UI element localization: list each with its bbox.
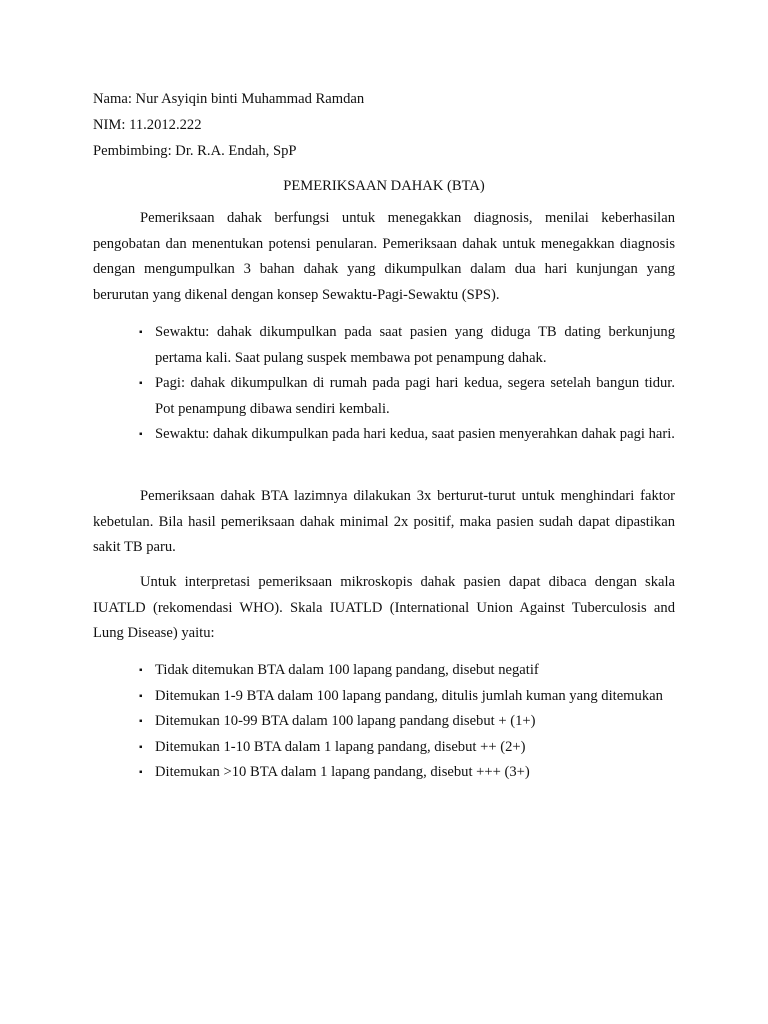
bullet-icon: ▪ (139, 767, 143, 779)
paragraph-bta: Pemeriksaan dahak BTA lazimnya dilakukan 3x berturut-turut untuk menghindari faktor kebetulan. Bila hasil pemeriksaan dahak minimal 2x positif, maka pasien sudah dapat dipastikan sakit TB paru. (93, 488, 675, 556)
list-item (93, 320, 675, 371)
bullet-icon: ▪ (139, 716, 143, 728)
list-item-text: Pagi: dahak dikumpulkan di rumah pada pagi hari kedua, segera setelah bangun tidur. Pot penampung dibawa sendiri kembali. (155, 375, 675, 417)
list-item-text: Ditemukan >10 BTA dalam 1 lapang pandang, disebut +++ (3+) (155, 764, 530, 781)
list-item-text: Ditemukan 1-9 BTA dalam 100 lapang pandang, ditulis jumlah kuman yang ditemukan (155, 687, 663, 704)
paragraph-intro: Pemeriksaan dahak berfungsi untuk menegakkan diagnosis, menilai keberhasilan pengobatan dan menentukan potensi penularan. Pemeriksaan dahak untuk menegakkan diagnosis dengan mengumpulkan 3 bahan dahak yang dikumpulkan dalam dua hari kunjungan yang berurutan yang dikenal dengan konsep Sewaktu-Pagi-Sewaktu (SPS). (93, 210, 675, 303)
paragraph-iuatld: Untuk interpretasi pemeriksaan mikroskopis dahak pasien dapat dibaca dengan skala IUATLD (rekomendasi WHO). Skala IUATLD (International Union Against Tuberculosis and Lung Disease) yaitu: (93, 574, 675, 642)
list-item-text: Sewaktu: dahak dikumpulkan pada hari kedua, saat pasien menyerahkan dahak pagi hari. (155, 426, 675, 443)
list-item (93, 371, 675, 422)
list-item (93, 684, 675, 710)
list-item-text: Tidak ditemukan BTA dalam 100 lapang pandang, disebut negatif (155, 662, 539, 678)
iuatld-scale-list (93, 658, 675, 786)
supervisor-name: Pembimbing: Dr. R.A. Endah, SpP (93, 143, 297, 159)
list-item (93, 735, 675, 761)
document-title: PEMERIKSAAN DAHAK (BTA) (283, 178, 485, 194)
bullet-icon: ▪ (139, 741, 143, 753)
bullet-icon: ▪ (139, 690, 143, 702)
bullet-icon: ▪ (139, 665, 143, 676)
list-item-text: Ditemukan 1-10 BTA dalam 1 lapang pandang, disebut ++ (2+) (155, 738, 526, 755)
list-item (93, 709, 675, 735)
list-item-text: Sewaktu: dahak dikumpulkan pada saat pasien yang diduga TB dating berkunjung pertama kali. Saat pulang suspek membawa pot penampung dahak. (155, 324, 675, 366)
list-item-text: Ditemukan 10-99 BTA dalam 100 lapang pandang disebut + (1+) (155, 713, 536, 730)
list-item (93, 422, 675, 448)
list-item (93, 658, 675, 684)
sps-list (93, 320, 675, 448)
bullet-icon: ▪ (139, 429, 143, 441)
list-item (93, 760, 675, 786)
student-nim: NIM: 11.2012.222 (93, 117, 202, 133)
student-name: Nama: Nur Asyiqin binti Muhammad Ramdan (93, 91, 365, 107)
bullet-icon: ▪ (139, 378, 143, 390)
header-info (93, 86, 364, 164)
bullet-icon: ▪ (139, 327, 143, 338)
